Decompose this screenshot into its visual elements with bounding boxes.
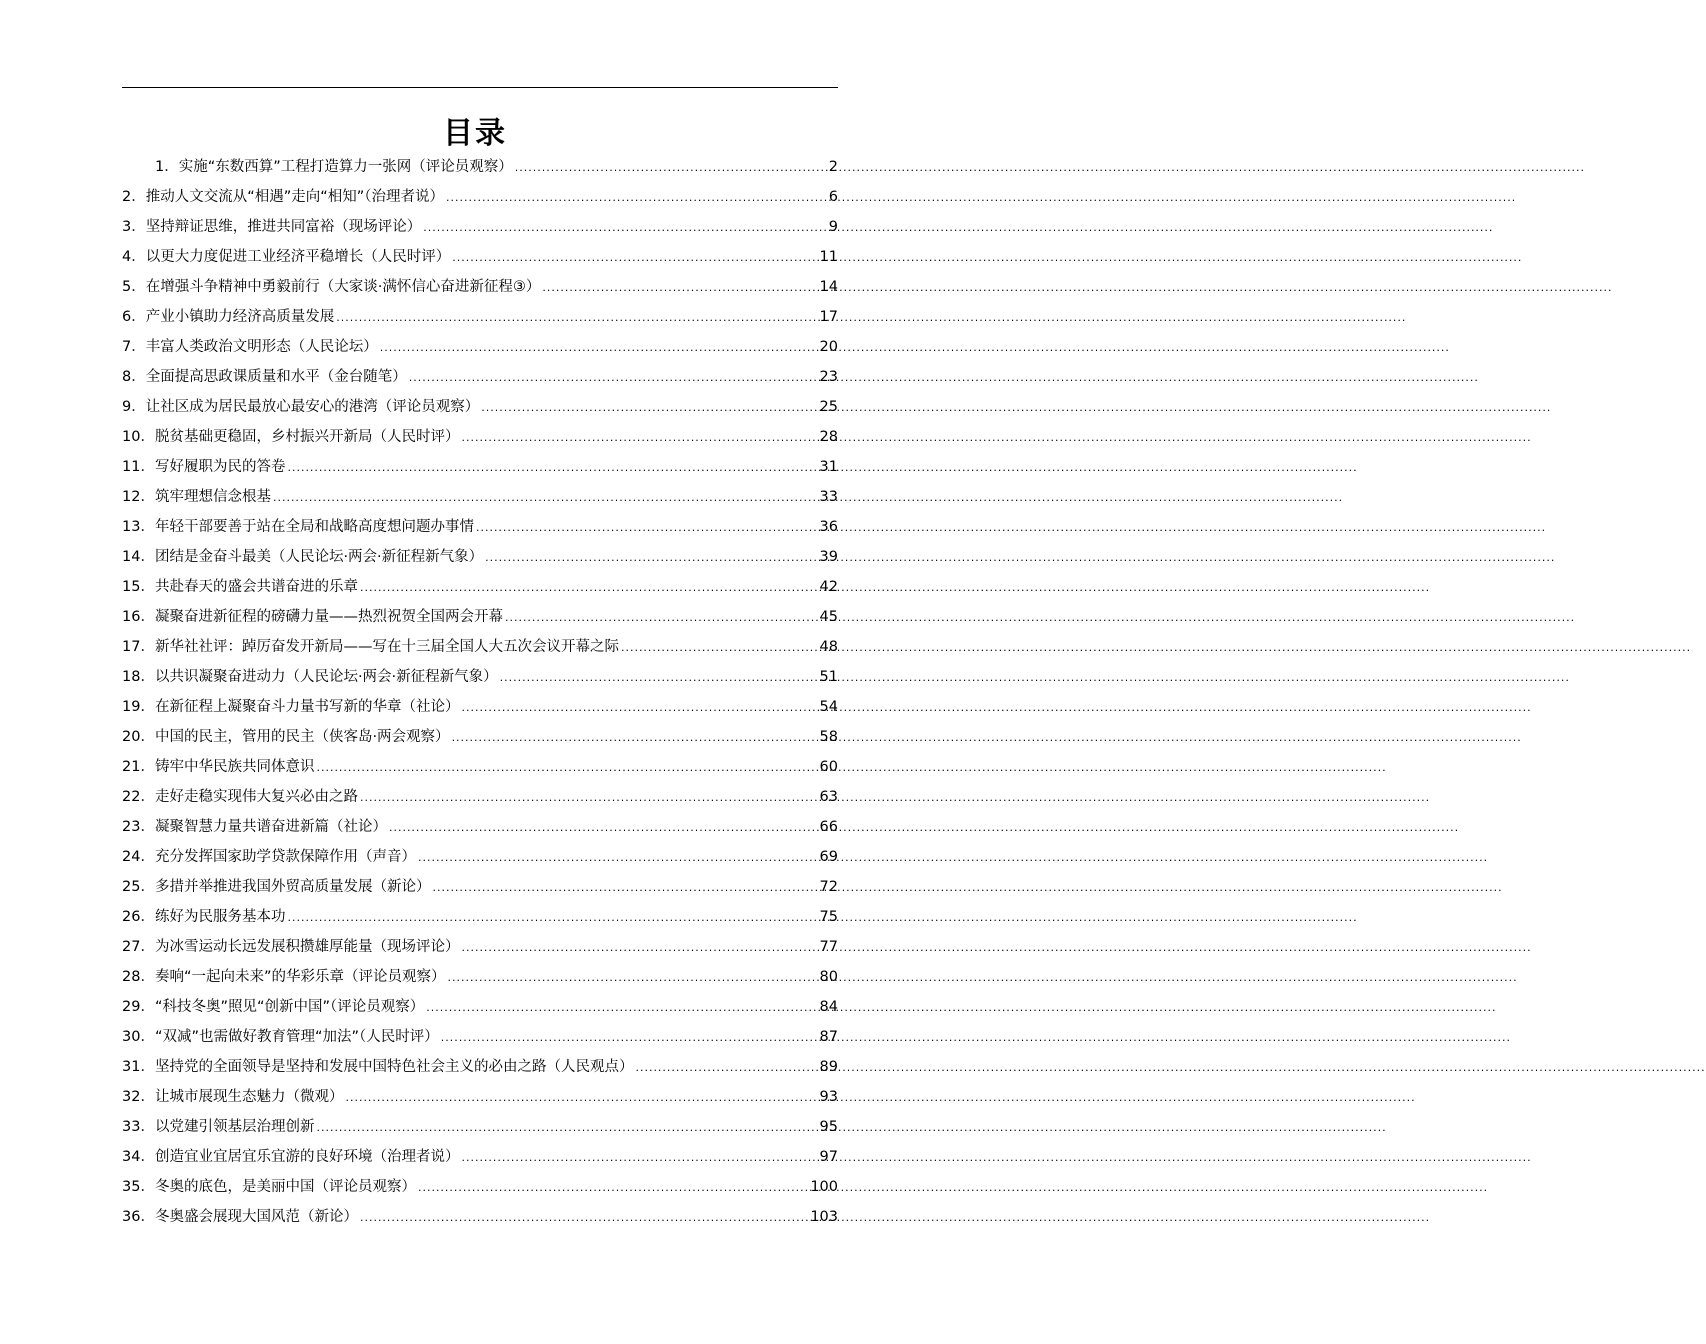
toc-entry[interactable] xyxy=(122,362,838,392)
toc-entry-page: 66 xyxy=(819,819,838,835)
toc-dot-leader xyxy=(432,873,817,903)
toc-entry-title: 以更大力度促进工业经济平稳增长（人民时评） xyxy=(145,249,451,265)
toc-entry-number: 26． xyxy=(122,909,155,925)
toc-entry[interactable] xyxy=(122,992,838,1022)
toc-entry[interactable] xyxy=(122,242,838,272)
toc-entry[interactable] xyxy=(122,842,838,872)
toc-entry-title: 冬奥的底色，是美丽中国（评论员观察） xyxy=(154,1179,416,1195)
toc-dot-leader xyxy=(441,1023,818,1053)
toc-entry[interactable] xyxy=(122,1112,838,1142)
toc-entry-page: 42 xyxy=(819,579,838,595)
toc-dot-leader xyxy=(505,603,818,633)
toc-entry-number: 4． xyxy=(122,249,146,265)
toc-entry-title: 丰富人类政治文明形态（人民论坛） xyxy=(145,339,378,355)
toc-entry-title: 充分发挥国家助学贷款保障作用（声音） xyxy=(154,849,416,865)
toc-entry-title: 坚持辩证思维，推进共同富裕（现场评论） xyxy=(145,219,422,235)
toc-entry-page: 45 xyxy=(819,609,838,625)
toc-entry[interactable] xyxy=(122,602,838,632)
toc-entry-title: 凝聚智慧力量共谱奋进新篇（社论） xyxy=(154,819,387,835)
toc-entry[interactable] xyxy=(122,392,838,422)
toc-entry[interactable] xyxy=(122,332,838,362)
toc-dot-leader xyxy=(481,393,817,423)
toc-entry-number: 29． xyxy=(122,999,155,1015)
toc-dot-leader xyxy=(360,1203,808,1233)
toc-dot-leader xyxy=(461,423,817,453)
toc-entry-page: 89 xyxy=(819,1059,838,1075)
toc-entry-page: 58 xyxy=(819,729,838,745)
toc-entry-page: 69 xyxy=(819,849,838,865)
toc-entry-number: 17． xyxy=(122,639,155,655)
toc-dot-leader xyxy=(485,543,817,573)
toc-entry-number: 1． xyxy=(155,159,179,175)
toc-entry-page: 80 xyxy=(819,969,838,985)
toc-entry[interactable] xyxy=(122,812,838,842)
toc-entry-number: 18． xyxy=(122,669,155,685)
header-rule xyxy=(122,87,838,88)
toc-entry-page: 87 xyxy=(819,1029,838,1045)
toc-entry-number: 30． xyxy=(122,1029,155,1045)
toc-entry-title: 实施“东数西算”工程打造算力一张网（评论员观察） xyxy=(178,159,513,175)
toc-entry-number: 21． xyxy=(122,759,155,775)
toc-entry[interactable] xyxy=(122,752,838,782)
toc-entry[interactable] xyxy=(122,872,838,902)
toc-entry[interactable] xyxy=(122,422,838,452)
toc-entry-page: 51 xyxy=(819,669,838,685)
toc-entry-page: 11 xyxy=(819,249,838,265)
toc-entry-title: 以党建引领基层治理创新 xyxy=(154,1119,315,1135)
toc-dot-leader xyxy=(418,843,818,873)
toc-entry-number: 22． xyxy=(122,789,155,805)
toc-entry-number: 8． xyxy=(122,369,146,385)
toc-entry-title: 中国的民主，管用的民主（侠客岛·两会观察） xyxy=(154,729,450,745)
toc-entry-page: 9 xyxy=(828,219,838,235)
toc-entry-title: 走好走稳实现伟大复兴必由之路 xyxy=(154,789,358,805)
toc-dot-leader xyxy=(635,1053,817,1083)
toc-entry-number: 6． xyxy=(122,309,146,325)
toc-dot-leader xyxy=(336,303,817,333)
toc-entry-number: 34． xyxy=(122,1149,155,1165)
toc-entry-title: 脱贫基础更稳固，乡村振兴开新局（人民时评） xyxy=(154,429,460,445)
toc-entry-page: 14 xyxy=(819,279,838,295)
toc-dot-leader xyxy=(452,723,818,753)
toc-entry-title: 铸牢中华民族共同体意识 xyxy=(154,759,315,775)
toc-entry[interactable] xyxy=(122,692,838,722)
toc-entry-title: 推动人文交流从“相遇”走向“相知”（治理者说） xyxy=(145,189,445,205)
toc-dot-leader xyxy=(426,993,817,1023)
toc-entry-number: 11． xyxy=(122,459,155,475)
toc-entry-number: 24． xyxy=(122,849,155,865)
toc-dot-leader xyxy=(418,1173,808,1203)
toc-dot-leader xyxy=(446,183,827,213)
toc-entry-number: 25． xyxy=(122,879,155,895)
toc-dot-leader xyxy=(447,963,817,993)
toc-entry-page: 100 xyxy=(810,1179,838,1195)
toc-entry-page: 75 xyxy=(819,909,838,925)
toc-entry-number: 27． xyxy=(122,939,155,955)
toc-dot-leader xyxy=(316,753,817,783)
toc-entry-number: 28． xyxy=(122,969,155,985)
toc-entry-title: 在增强斗争精神中勇毅前行（大家谈·满怀信心奋进新征程③） xyxy=(145,279,541,295)
toc-entry-page: 28 xyxy=(819,429,838,445)
toc-dot-leader xyxy=(461,933,817,963)
toc-entry-page: 6 xyxy=(828,189,838,205)
toc-entry-number: 12． xyxy=(122,489,155,505)
toc-entry-number: 32． xyxy=(122,1089,155,1105)
toc-entry-number: 5． xyxy=(122,279,146,295)
toc-entry-number: 15． xyxy=(122,579,155,595)
toc-entry-page: 54 xyxy=(819,699,838,715)
toc-dot-leader xyxy=(461,1143,817,1173)
toc-entry[interactable] xyxy=(122,182,838,212)
toc-entry-number: 10． xyxy=(122,429,155,445)
toc-entry-title: 以共识凝聚奋进动力（人民论坛·两会·新征程新气象） xyxy=(154,669,498,685)
toc-entry-title: 凝聚奋进新征程的磅礴力量——热烈祝贺全国两会开幕 xyxy=(154,609,503,625)
toc-entry[interactable] xyxy=(122,932,838,962)
toc-entry-number: 2． xyxy=(122,189,146,205)
toc-entry-title: 写好履职为民的答卷 xyxy=(154,459,286,475)
toc-dot-leader xyxy=(476,513,818,543)
toc-entry-title: 为冰雪运动长远发展积攒雄厚能量（现场评论） xyxy=(154,939,460,955)
toc-entry[interactable] xyxy=(122,1022,838,1052)
toc-entry-title: 筑牢理想信念根基 xyxy=(154,489,271,505)
toc-dot-leader xyxy=(287,453,817,483)
toc-entry-title: 年轻干部要善于站在全局和战略高度想问题办事情 xyxy=(154,519,474,535)
toc-entry-title: 练好为民服务基本功 xyxy=(154,909,286,925)
toc-entry-title: 新华社社评：踔厉奋发开新局——写在十三届全国人大五次会议开幕之际 xyxy=(154,639,619,655)
toc-entry-title: 在新征程上凝聚奋斗力量书写新的华章（社论） xyxy=(154,699,460,715)
toc-entry-page: 95 xyxy=(819,1119,838,1135)
toc-entry-number: 36． xyxy=(122,1209,155,1225)
toc-dot-leader xyxy=(452,243,817,273)
toc-entry-page: 39 xyxy=(819,549,838,565)
toc-dot-leader xyxy=(360,573,818,603)
toc-entry-title: 全面提高思政课质量和水平（金台随笔） xyxy=(145,369,407,385)
toc-title: 目录 xyxy=(443,116,507,151)
toc-entry-title: 奏响“一起向未来”的华彩乐章（评论员观察） xyxy=(154,969,446,985)
toc-entry-page: 48 xyxy=(819,639,838,655)
toc-entry[interactable] xyxy=(122,1142,838,1172)
toc-entry-title: 创造宜业宜居宜乐宜游的良好环境（治理者说） xyxy=(154,1149,460,1165)
toc-entry-number: 19． xyxy=(122,699,155,715)
toc-entry[interactable] xyxy=(122,962,838,992)
toc-entry-number: 20． xyxy=(122,729,155,745)
toc-entry-page: 31 xyxy=(819,459,838,475)
toc-entry-page: 103 xyxy=(810,1209,838,1225)
toc-entry[interactable] xyxy=(122,902,838,932)
toc-entry-number: 35． xyxy=(122,1179,155,1195)
toc-entry[interactable] xyxy=(122,632,838,662)
toc-entry-page: 93 xyxy=(819,1089,838,1105)
toc-entry[interactable] xyxy=(122,572,838,602)
toc-dot-leader xyxy=(273,483,818,513)
toc-dot-leader xyxy=(515,153,827,183)
toc-entry-page: 60 xyxy=(819,759,838,775)
toc-entry-title: 多措并举推进我国外贸高质量发展（新论） xyxy=(154,879,431,895)
toc-entry-page: 23 xyxy=(819,369,838,385)
toc-entry-page: 36 xyxy=(819,519,838,535)
toc-entry[interactable] xyxy=(122,452,838,482)
toc-dot-leader xyxy=(380,333,818,363)
toc-entry[interactable] xyxy=(122,1202,838,1232)
toc-entry-title: 产业小镇助力经济高质量发展 xyxy=(145,309,335,325)
toc-entry-number: 31． xyxy=(122,1059,155,1075)
toc-dot-leader xyxy=(345,1083,817,1113)
toc-entry-number: 3． xyxy=(122,219,146,235)
toc-entry[interactable] xyxy=(122,482,838,512)
toc-entry[interactable] xyxy=(122,512,838,542)
toc-entry[interactable] xyxy=(122,722,838,752)
toc-entry-page: 33 xyxy=(819,489,838,505)
toc-dot-leader xyxy=(316,1113,817,1143)
toc-entry-number: 33． xyxy=(122,1119,155,1135)
toc-entry-page: 20 xyxy=(819,339,838,355)
toc-entry-title: 冬奥盛会展现大国风范（新论） xyxy=(154,1209,358,1225)
toc-dot-leader xyxy=(360,783,818,813)
toc-dot-leader xyxy=(621,633,818,663)
toc-dot-leader xyxy=(461,693,817,723)
toc-entry-number: 23． xyxy=(122,819,155,835)
toc-entry-page: 17 xyxy=(819,309,838,325)
toc-entry[interactable] xyxy=(122,662,838,692)
toc-entry-page: 72 xyxy=(819,879,838,895)
toc-entry-number: 16． xyxy=(122,609,155,625)
toc-entry-title: 让城市展现生态魅力（微观） xyxy=(154,1089,344,1105)
toc-entry-number: 7． xyxy=(122,339,146,355)
toc-entry-title: 坚持党的全面领导是坚持和发展中国特色社会主义的必由之路（人民观点） xyxy=(154,1059,634,1075)
toc-entry[interactable] xyxy=(122,1172,838,1202)
toc-entry[interactable] xyxy=(122,212,838,242)
toc-dot-leader xyxy=(423,213,827,243)
toc-entry-page: 97 xyxy=(819,1149,838,1165)
toc-entry-number: 13． xyxy=(122,519,155,535)
toc-entry[interactable] xyxy=(122,1052,838,1082)
toc-entry-page: 84 xyxy=(819,999,838,1015)
toc-entry-number: 9． xyxy=(122,399,146,415)
toc-entry[interactable] xyxy=(122,782,838,812)
toc-entry-page: 77 xyxy=(819,939,838,955)
toc-entry-page: 25 xyxy=(819,399,838,415)
toc-entry-title: “科技冬奥”照见“创新中国”（评论员观察） xyxy=(154,999,425,1015)
toc-entry-title: 共赴春天的盛会共谱奋进的乐章 xyxy=(154,579,358,595)
toc-entry[interactable] xyxy=(122,302,838,332)
toc-entry-page: 63 xyxy=(819,789,838,805)
toc-entry[interactable] xyxy=(155,152,838,182)
toc-dot-leader xyxy=(542,273,817,303)
toc-entry-title: 团结是金奋斗最美（人民论坛·两会·新征程新气象） xyxy=(154,549,484,565)
toc-entry-title: 让社区成为居民最放心最安心的港湾（评论员观察） xyxy=(145,399,480,415)
toc-entry-title: “双减”也需做好教育管理“加法”（人民时评） xyxy=(154,1029,439,1045)
toc-dot-leader xyxy=(287,903,817,933)
toc-entry[interactable] xyxy=(122,542,838,572)
toc-entry-number: 14． xyxy=(122,549,155,565)
toc-entry-page: 2 xyxy=(828,159,838,175)
toc-entry[interactable] xyxy=(122,272,838,302)
toc-dot-leader xyxy=(389,813,818,843)
toc-dot-leader xyxy=(500,663,818,693)
toc-entry[interactable] xyxy=(122,1082,838,1112)
toc-dot-leader xyxy=(409,363,818,393)
